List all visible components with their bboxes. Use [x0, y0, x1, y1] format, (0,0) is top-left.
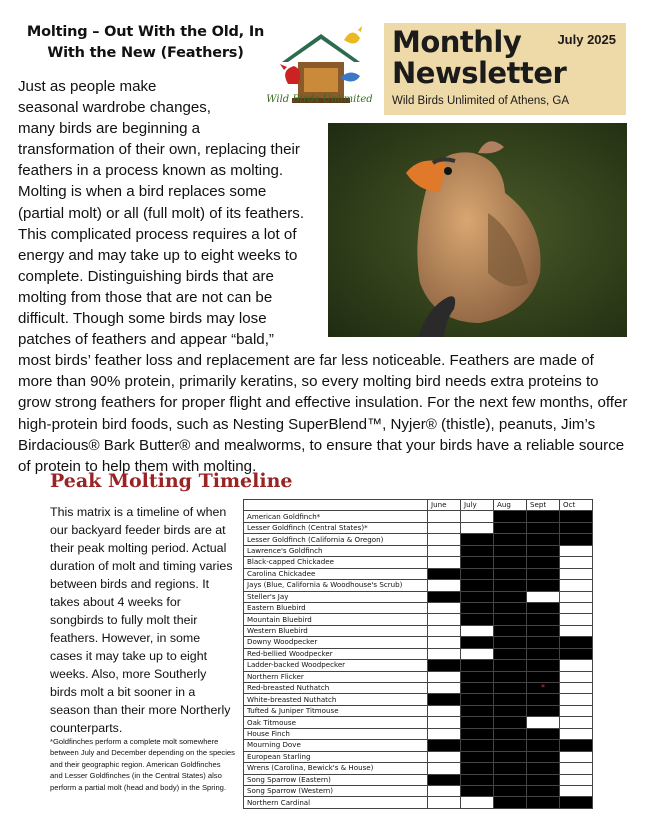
molt-cell-active — [494, 660, 527, 671]
molt-cell-active — [494, 545, 527, 556]
masthead-title-line1: Monthly — [392, 25, 522, 59]
molt-cell-active — [461, 751, 494, 762]
molt-cell-active — [494, 522, 527, 533]
molt-cell-active — [527, 511, 560, 522]
molt-cell-active — [461, 763, 494, 774]
bird-name: Western Bluebird — [244, 625, 428, 636]
molt-cell-inactive — [428, 705, 461, 716]
molt-cell-active — [527, 683, 560, 694]
molt-cell-inactive — [428, 671, 461, 682]
molt-cell-active — [461, 557, 494, 568]
molt-cell-inactive — [428, 751, 461, 762]
text-wrap-spacer — [215, 76, 630, 122]
molt-cell-active — [461, 580, 494, 591]
bird-name: Jays (Blue, California & Woodhouse's Scrub) — [244, 580, 428, 591]
bird-name: Tufted & Juniper Titmouse — [244, 705, 428, 716]
molt-cell-active — [560, 637, 593, 648]
bird-name: Lesser Goldfinch (Central States)* — [244, 522, 428, 533]
article-body — [18, 76, 630, 477]
molt-cell-active — [527, 740, 560, 751]
molt-cell-active — [494, 637, 527, 648]
molt-cell-inactive — [428, 534, 461, 545]
molt-cell-active — [461, 683, 494, 694]
molt-cell-active — [527, 694, 560, 705]
bird-name: Northern Flicker — [244, 671, 428, 682]
photo-wrap-spacer — [308, 122, 630, 342]
molt-cell-active — [527, 580, 560, 591]
bird-name: American Goldfinch* — [244, 511, 428, 522]
table-row — [244, 648, 593, 659]
molt-cell-inactive — [560, 728, 593, 739]
molt-cell-active — [560, 534, 593, 545]
issue-date: July 2025 — [557, 32, 616, 47]
molt-cell-active — [527, 522, 560, 533]
molt-cell-active — [428, 740, 461, 751]
molt-cell-inactive — [428, 602, 461, 613]
bird-name: Black-capped Chickadee — [244, 557, 428, 568]
matrix-corner — [244, 500, 428, 511]
table-row — [244, 683, 593, 694]
molt-cell-active — [428, 568, 461, 579]
molt-cell-active — [461, 568, 494, 579]
molt-cell-inactive — [527, 717, 560, 728]
molt-cell-active — [494, 671, 527, 682]
masthead-title-line2: Newsletter — [392, 56, 567, 90]
molt-cell-active — [494, 557, 527, 568]
molt-cell-inactive — [560, 625, 593, 636]
table-row — [244, 763, 593, 774]
molt-cell-inactive — [428, 683, 461, 694]
molt-cell-active — [494, 625, 527, 636]
molt-cell-inactive — [461, 797, 494, 808]
molt-cell-active — [527, 602, 560, 613]
month-header: Oct — [560, 500, 593, 511]
molt-cell-active — [527, 545, 560, 556]
molt-cell-inactive — [560, 774, 593, 785]
molt-cell-active — [461, 545, 494, 556]
molt-cell-active — [527, 648, 560, 659]
bird-name: Ladder-backed Woodpecker — [244, 660, 428, 671]
molt-cell-inactive — [560, 660, 593, 671]
molt-cell-active — [527, 763, 560, 774]
bird-name: Mountain Bluebird — [244, 614, 428, 625]
molt-cell-inactive — [461, 625, 494, 636]
molt-cell-active — [527, 797, 560, 808]
molt-cell-inactive — [560, 568, 593, 579]
molt-cell-active — [527, 660, 560, 671]
molt-cell-active — [527, 705, 560, 716]
table-row — [244, 751, 593, 762]
matrix-header-row — [244, 500, 593, 511]
molt-cell-inactive — [428, 648, 461, 659]
molt-cell-active — [527, 557, 560, 568]
molt-cell-active — [494, 683, 527, 694]
molt-cell-active — [494, 614, 527, 625]
table-row — [244, 717, 593, 728]
molt-cell-active — [494, 705, 527, 716]
molt-cell-inactive — [428, 522, 461, 533]
molt-cell-active — [494, 797, 527, 808]
molt-cell-inactive — [560, 751, 593, 762]
molt-cell-active — [428, 660, 461, 671]
molt-cell-inactive — [428, 728, 461, 739]
molt-cell-inactive — [428, 545, 461, 556]
molt-cell-active — [527, 785, 560, 796]
table-row — [244, 705, 593, 716]
table-row — [244, 580, 593, 591]
timeline-description: This matrix is a timeline of when our backyard feeder birds are at their peak molting period. Actual duration of molt and timing varies between birds and regions. It takes about 4 weeks for songbirds to fully molt their feathers. However, in some cases it may take up to eight weeks. Also, more Southerly birds molt a bit sooner in a season than their more Northerly counterparts. — [50, 505, 233, 735]
molt-cell-inactive — [428, 763, 461, 774]
molt-cell-active — [494, 568, 527, 579]
bird-name: Lesser Goldfinch (California & Oregon) — [244, 534, 428, 545]
molt-cell-active — [494, 728, 527, 739]
molt-cell-active — [461, 614, 494, 625]
table-row — [244, 785, 593, 796]
molt-cell-active — [428, 774, 461, 785]
bird-name: House Finch — [244, 728, 428, 739]
molt-cell-inactive — [428, 557, 461, 568]
bird-name: Carolina Chickadee — [244, 568, 428, 579]
molt-cell-inactive — [461, 648, 494, 659]
molt-cell-active — [494, 774, 527, 785]
molt-cell-active — [494, 580, 527, 591]
molt-cell-active — [461, 660, 494, 671]
molt-cell-inactive — [560, 545, 593, 556]
table-row — [244, 625, 593, 636]
table-row — [244, 602, 593, 613]
molt-cell-active — [428, 694, 461, 705]
molt-cell-active — [527, 568, 560, 579]
molt-cell-inactive — [428, 625, 461, 636]
molt-cell-active — [527, 614, 560, 625]
bird-name: Red-breasted Nuthatch — [244, 683, 428, 694]
table-row — [244, 614, 593, 625]
molt-cell-active — [461, 717, 494, 728]
molt-cell-active — [527, 534, 560, 545]
molt-cell-active — [461, 705, 494, 716]
molt-cell-active — [527, 728, 560, 739]
molt-cell-active — [494, 602, 527, 613]
table-row — [244, 557, 593, 568]
table-row — [244, 694, 593, 705]
bird-name: Mourning Dove — [244, 740, 428, 751]
bird-name: Red-bellied Woodpecker — [244, 648, 428, 659]
molt-cell-active — [461, 774, 494, 785]
molt-cell-inactive — [428, 717, 461, 728]
molt-cell-active — [560, 740, 593, 751]
molt-cell-active — [494, 511, 527, 522]
molt-cell-inactive — [560, 671, 593, 682]
logo-text: Wild Birds Unlimited — [266, 94, 373, 105]
molt-cell-active — [527, 751, 560, 762]
molt-cell-inactive — [428, 580, 461, 591]
bird-name: Steller's Jay — [244, 591, 428, 602]
molt-cell-inactive — [560, 614, 593, 625]
month-header: Sept — [527, 500, 560, 511]
molt-cell-inactive — [461, 511, 494, 522]
table-row — [244, 671, 593, 682]
table-row — [244, 522, 593, 533]
timeline-footnote: *Goldfinches perform a complete molt somewhere between July and December depending on the species and their geographic region. American Goldfinches and Lesser Goldfinches (in the Central States) also perform a partial molt (head and body) in the Spring. — [50, 737, 235, 792]
molt-cell-active — [494, 740, 527, 751]
timeline-title: Peak Molting Timeline — [50, 470, 293, 492]
molt-cell-inactive — [560, 763, 593, 774]
month-header: Aug — [494, 500, 527, 511]
molt-cell-active — [461, 785, 494, 796]
molt-cell-active — [560, 511, 593, 522]
article-body-text: Just as people make seasonal wardrobe changes, many birds are beginning a transformation of their own, replacing their feathers in a process known as molting. Molting is when a bird replaces some (partial molt) or all (full molt) of its feathers. This complicated process requires a lot of energy and may take up to eight weeks to complete. Distinguishing birds that are molting from those that are not can be difficult. Though some birds may lose patches of feathers and appear “bald,” most birds’ feather loss and replacement are far less noticeable. Feathers are made of more than 90% protein, primarily keratins, so every molting bird needs extra proteins to grow strong feathers for proper flight and effective insulation. For the next few months, offer high-protein bird foods, such as Nesting SuperBlend™, Nyjer® (thistle), peanuts, Jim’s Birdacious® Bark Butter® and mealworms, to ensure that your birds have a reliable source of protein to help them with molting. — [18, 78, 628, 475]
molt-cell-inactive — [560, 602, 593, 613]
molt-cell-active — [494, 591, 527, 602]
molt-cell-active — [527, 671, 560, 682]
table-row — [244, 740, 593, 751]
table-row — [244, 568, 593, 579]
bird-name: Northern Cardinal — [244, 797, 428, 808]
molt-cell-inactive — [428, 785, 461, 796]
molt-cell-active — [494, 648, 527, 659]
molt-cell-inactive — [560, 591, 593, 602]
molt-cell-active — [461, 591, 494, 602]
molt-cell-inactive — [560, 705, 593, 716]
bird-name: Song Sparrow (Western) — [244, 785, 428, 796]
molt-cell-active — [560, 797, 593, 808]
bird-name: White-breasted Nuthatch — [244, 694, 428, 705]
molt-cell-active — [527, 625, 560, 636]
table-row — [244, 774, 593, 785]
table-row — [244, 534, 593, 545]
bird-name: Oak Titmouse — [244, 717, 428, 728]
molt-cell-inactive — [560, 557, 593, 568]
molt-cell-active — [461, 728, 494, 739]
molt-cell-active — [461, 740, 494, 751]
molt-cell-active — [527, 637, 560, 648]
bird-name: European Starling — [244, 751, 428, 762]
molt-cell-active — [494, 763, 527, 774]
molt-cell-inactive — [428, 614, 461, 625]
table-row — [244, 637, 593, 648]
molt-cell-active — [494, 751, 527, 762]
molt-cell-active — [461, 637, 494, 648]
bird-name: Eastern Bluebird — [244, 602, 428, 613]
molting-timeline-matrix — [243, 499, 593, 809]
table-row — [244, 545, 593, 556]
molt-cell-inactive — [428, 797, 461, 808]
molt-cell-active — [494, 694, 527, 705]
molt-cell-inactive — [461, 522, 494, 533]
article-headline: Molting – Out With the Old, In With the New (Feathers) — [26, 24, 265, 61]
table-row — [244, 728, 593, 739]
masthead-subtitle: Wild Birds Unlimited of Athens, GA — [392, 95, 570, 107]
bird-name: Wrens (Carolina, Bewick's & House) — [244, 763, 428, 774]
molt-cell-inactive — [560, 785, 593, 796]
molt-cell-inactive — [560, 580, 593, 591]
molt-cell-active — [461, 694, 494, 705]
table-row — [244, 797, 593, 808]
month-header: July — [461, 500, 494, 511]
matrix-body — [244, 511, 593, 808]
molt-cell-active — [527, 774, 560, 785]
table-row — [244, 511, 593, 522]
molt-cell-inactive — [428, 511, 461, 522]
molt-cell-active — [461, 602, 494, 613]
month-header: June — [428, 500, 461, 511]
molt-cell-active — [494, 785, 527, 796]
molt-cell-active — [494, 534, 527, 545]
molt-cell-inactive — [560, 683, 593, 694]
molt-cell-inactive — [527, 591, 560, 602]
molt-cell-active — [461, 671, 494, 682]
molt-cell-active — [461, 534, 494, 545]
molt-cell-active — [560, 648, 593, 659]
table-row — [244, 660, 593, 671]
table-row — [244, 591, 593, 602]
molt-cell-active — [494, 717, 527, 728]
molt-cell-active — [428, 591, 461, 602]
molt-cell-inactive — [560, 717, 593, 728]
bird-name: Lawrence's Goldfinch — [244, 545, 428, 556]
molt-cell-active — [560, 522, 593, 533]
bird-name: Song Sparrow (Eastern) — [244, 774, 428, 785]
molt-cell-inactive — [428, 637, 461, 648]
molt-cell-inactive — [560, 694, 593, 705]
matrix-marker: * — [541, 683, 545, 693]
bird-name: Downy Woodpecker — [244, 637, 428, 648]
